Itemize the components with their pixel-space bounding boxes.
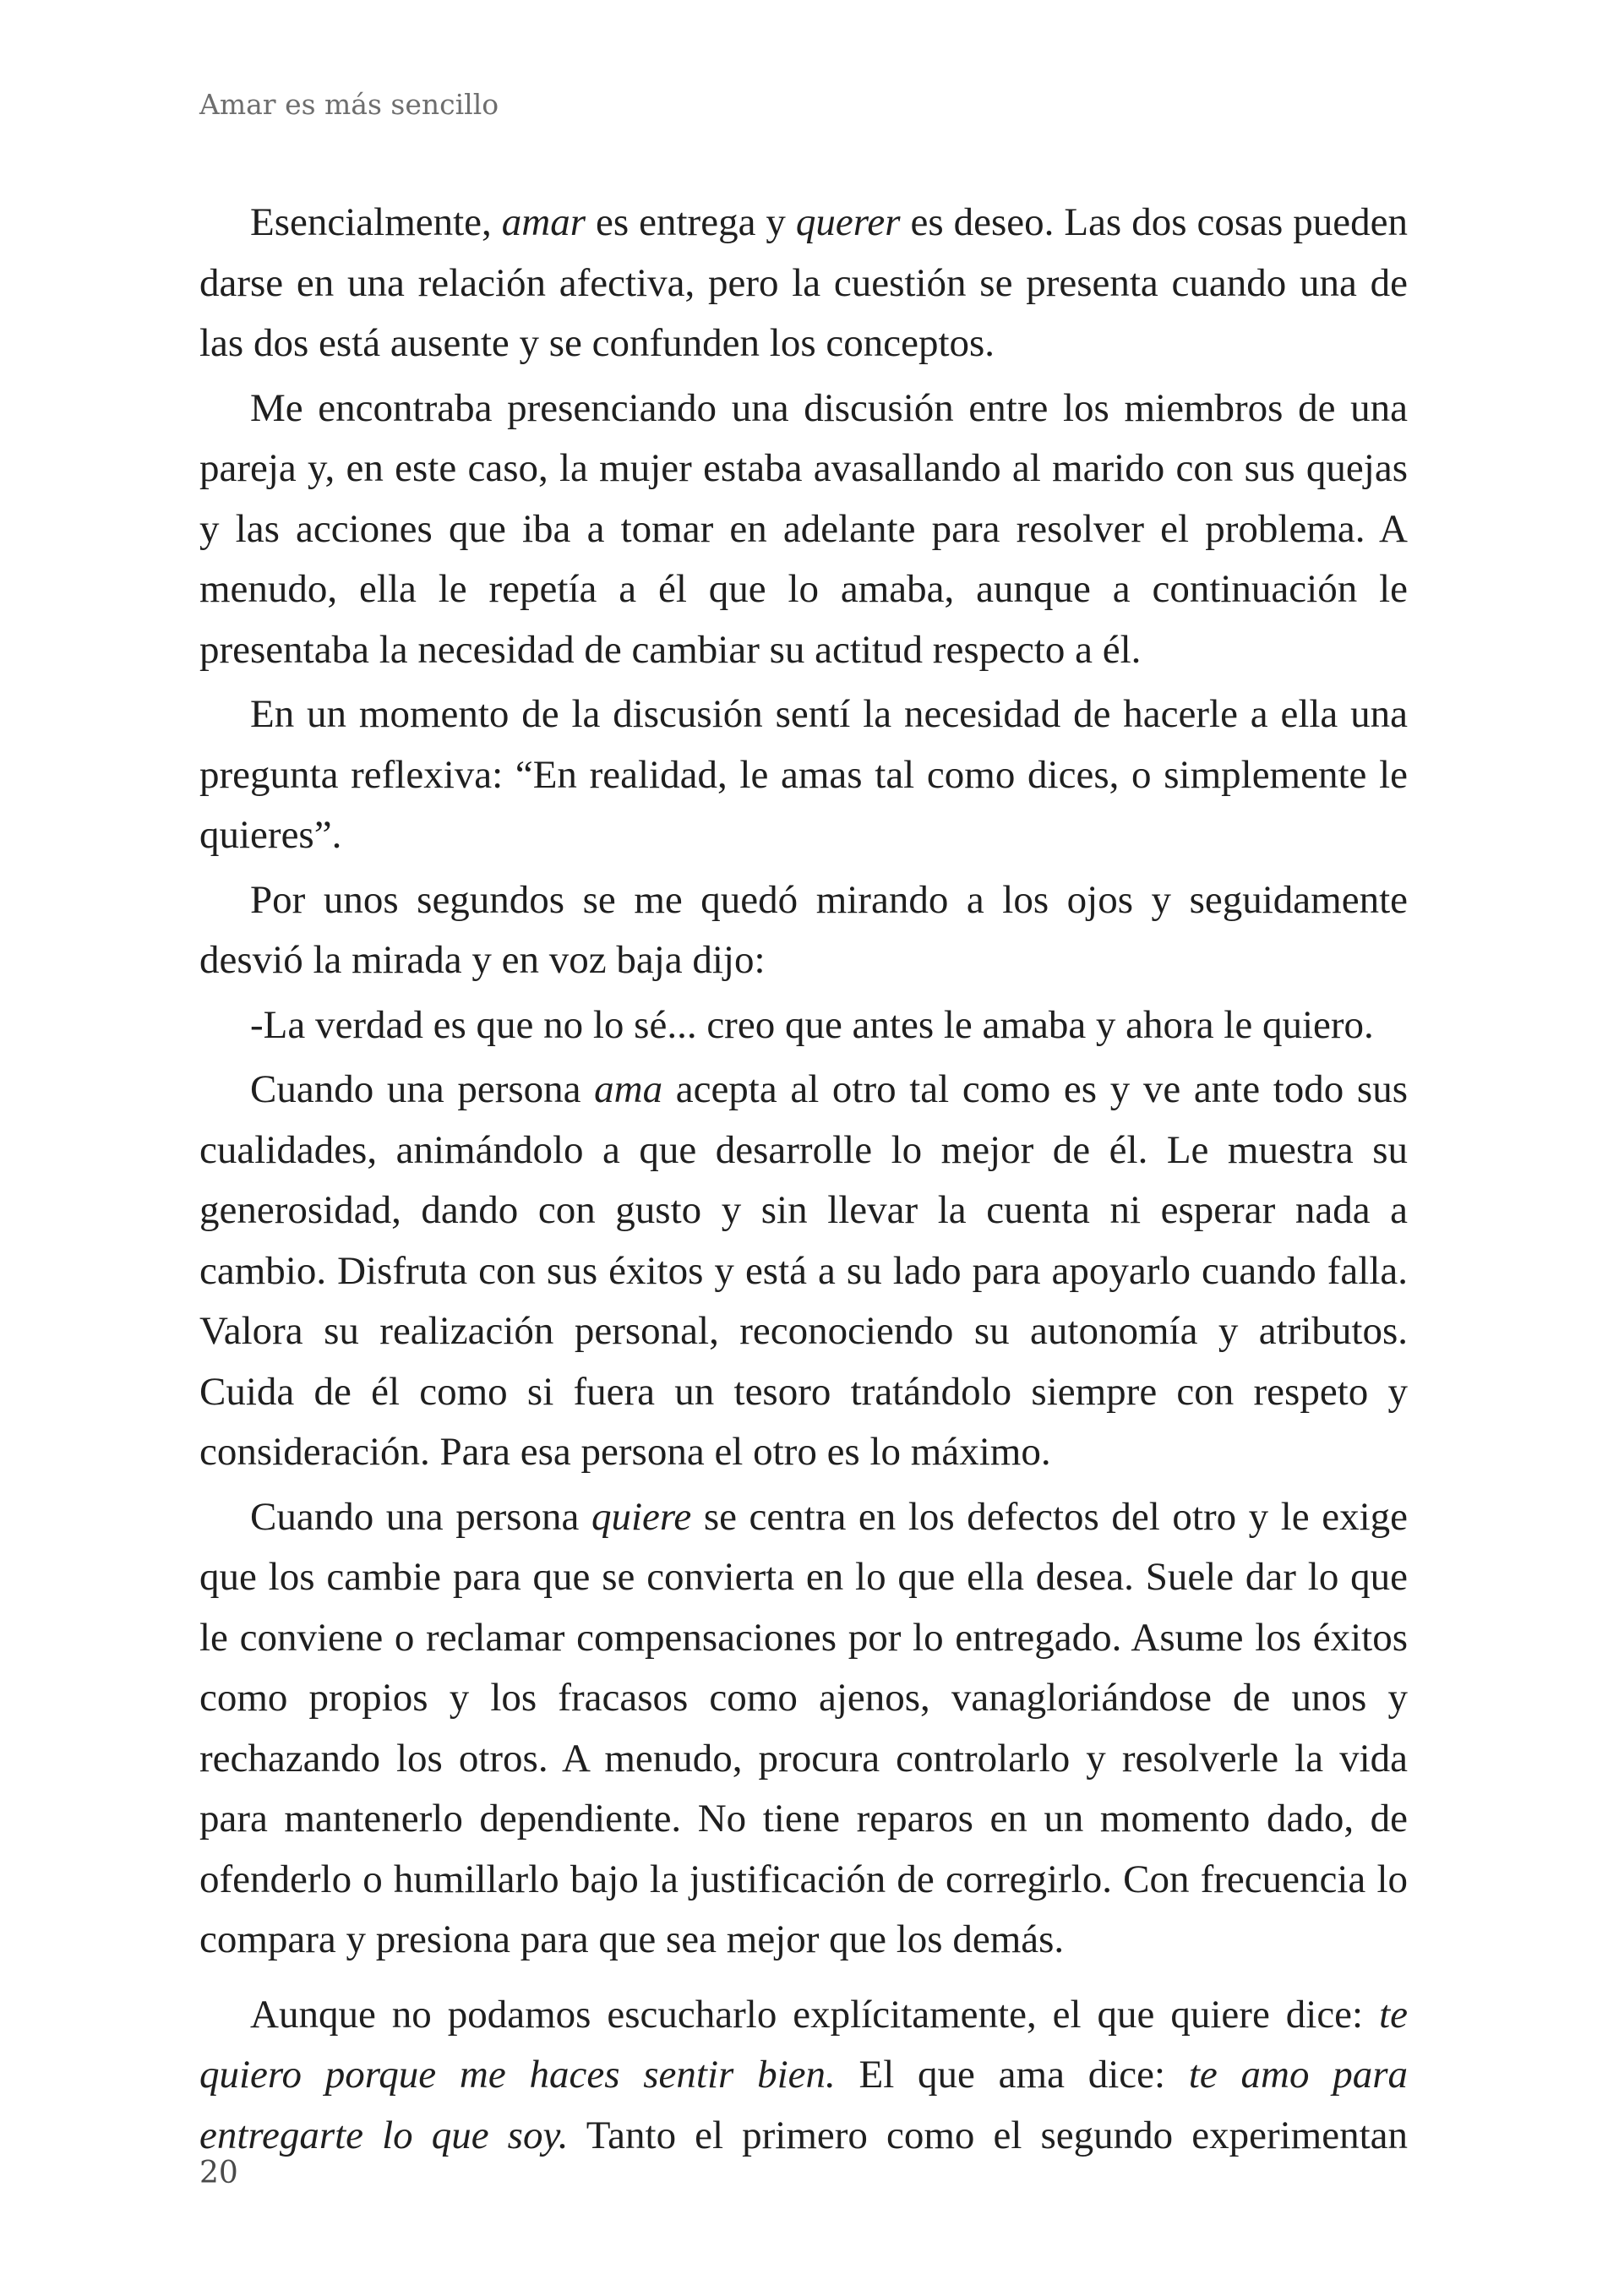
- p8-text-1: Aunque no podamos escucharlo explícitamente, el que quiere dice:: [250, 1992, 1380, 2037]
- paragraph-3: En un momento de la discusión sentí la necesidad de hacerle a ella una pregunta reflexiva: “En realidad, le amas tal como dices, o simplemente le quieres”.: [199, 692, 1408, 857]
- running-head: Amar es más sencillo: [199, 88, 499, 121]
- p6-text-2: acepta al otro tal como es y ve ante todo sus cualidades, animándolo a que desarrolle lo mejor de él. Le muestra su generosidad, dando con gusto y sin llevar la cuenta ni esperar nada a cambio. Disfruta con sus éxitos y está a su lado para apoyarlo cuando falla. Valora su realización personal, reconociendo su autonomía y atributos. Cuida de él como si fuera un tesoro tratándolo siempre con respeto y consideración. Para esa persona el otro es lo máximo.: [199, 1067, 1408, 1474]
- p8-text-3: Tanto el primero como el segundo experimentan: [568, 2113, 1408, 2157]
- p8-italic-quote-2: te amo para entregarte lo que soy.: [199, 2053, 1409, 2157]
- paragraph-6: [199, 1060, 1408, 1483]
- p1-italic-querer: querer: [795, 200, 901, 244]
- paragraph-4: Por unos segundos se me quedó mirando a los ojos y seguidamente desvió la mirada y en voz baja dijo:: [199, 877, 1408, 982]
- p6-italic-ama: ama: [594, 1067, 663, 1111]
- paragraph-2: Me encontraba presenciando una discusión entre los miembros de una pareja y, en este caso, la mujer estaba avasallando al marido con sus quejas y las acciones que iba a tomar en adelante para resolver el problema. A menudo, ella le repetía a él que lo amaba, aunque a continuación le presentaba la necesidad de cambiar su actitud respecto a él.: [199, 385, 1408, 672]
- p1-text-1: Esencialmente,: [250, 200, 502, 244]
- p1-text-3: es deseo. Las dos cosas pueden darse en una relación afectiva, pero la cuestión se presenta cuando una de las dos está ausente y se confunden los conceptos.: [199, 200, 1408, 365]
- p1-italic-amar: amar: [501, 200, 586, 244]
- p8-italic-quote-1: te quiero porque me haces sentir bien.: [199, 1992, 1408, 2097]
- body-text: [199, 193, 1408, 2166]
- paragraph-7: [199, 1487, 1408, 1971]
- p7-italic-quiere: quiere: [591, 1494, 692, 1539]
- paragraph-5-dialogue: -La verdad es que no lo sé... creo que antes le amaba y ahora le quiero.: [250, 1002, 1374, 1047]
- paragraph-1: [199, 193, 1408, 374]
- paragraph-8: [199, 1985, 1408, 2167]
- p1-text-2: es entrega y: [586, 200, 796, 244]
- p8-text-2: El que ama dice:: [835, 2053, 1189, 2097]
- p7-text-2: se centra en los defectos del otro y le exige que los cambie para que se convierta en lo que ella desea. Suele dar lo que le conviene o reclamar compensaciones por lo entregado. Asume los éxitos como propios y los fracasos como ajenos, vanagloriándose de unos y rechazando los otros. A menudo, procura controlarlo y resolverle la vida para mantenerlo dependiente. No tiene reparos en un momento dado, de ofenderlo o humillarlo bajo la justificación de corregirlo. Con frecuencia lo compara y presiona para que sea mejor que los demás.: [199, 1494, 1409, 1961]
- p7-text-1: Cuando una persona: [250, 1494, 591, 1539]
- p6-text-1: Cuando una persona: [250, 1067, 595, 1111]
- page-number: 20: [199, 2156, 238, 2190]
